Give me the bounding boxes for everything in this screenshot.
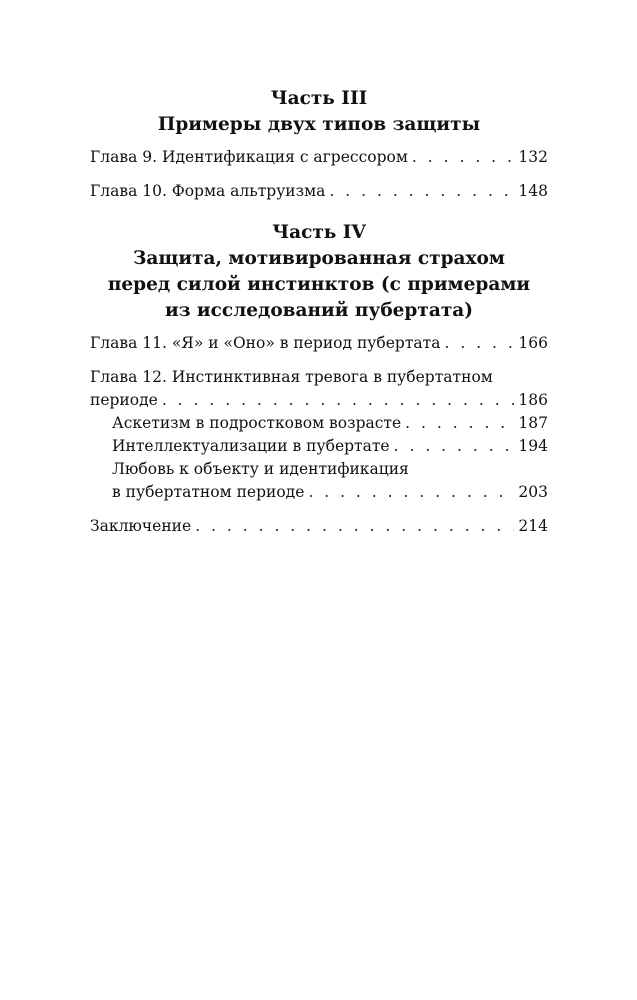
toc-entry-asceticism[interactable] — [90, 412, 548, 435]
toc-entry-conclusion[interactable] — [90, 515, 548, 538]
dot-leader — [444, 332, 514, 355]
entry-page: 186 — [518, 391, 548, 409]
dot-leader — [329, 180, 514, 203]
entry-page: 194 — [518, 437, 548, 455]
toc-entry-object-love[interactable] — [90, 458, 548, 504]
part-label: Часть III — [270, 88, 368, 109]
entry-title: Глава 10. Форма альтруизма — [90, 182, 326, 200]
entry-page: 187 — [518, 414, 548, 432]
dot-leader — [308, 481, 514, 504]
dot-leader — [405, 412, 514, 435]
entry-page: 132 — [518, 148, 548, 166]
entry-title-line: Любовь к объекту и идентификация — [112, 460, 409, 478]
part-heading — [90, 86, 548, 138]
entry-page: 166 — [518, 334, 548, 352]
part-label: Часть IV — [272, 222, 366, 243]
entry-title: Интеллектуализации в пубертате — [112, 437, 390, 455]
dot-leader — [162, 389, 515, 412]
entry-page: 203 — [518, 483, 548, 501]
entry-title-line: Глава 12. Инстинктивная тревога в пубертатном — [90, 368, 493, 386]
entry-title-line: периоде — [90, 391, 158, 409]
entry-page: 148 — [518, 182, 548, 200]
part-title: Примеры двух типов защиты — [157, 114, 481, 135]
dot-leader — [412, 146, 515, 169]
dot-leader — [394, 435, 515, 458]
toc-entry-intellectualization[interactable] — [90, 435, 548, 458]
entry-title: Заключение — [90, 517, 192, 535]
table-of-contents — [90, 86, 548, 538]
part-title-line: из исследований пубертата) — [164, 300, 474, 321]
entry-title: Аскетизм в подростковом возрасте — [112, 414, 402, 432]
toc-entry-chapter-10[interactable] — [90, 180, 548, 203]
entry-title: Глава 9. Идентификация с агрессором — [90, 148, 408, 166]
toc-entry-chapter-9[interactable] — [90, 146, 548, 169]
part-title-line: Защита, мотивированная страхом — [133, 248, 505, 269]
part-title-line: перед силой инстинктов (с примерами — [107, 274, 531, 295]
entry-page: 214 — [518, 517, 548, 535]
entry-title-line: в пубертатном периоде — [112, 483, 305, 501]
toc-entry-chapter-12[interactable] — [90, 366, 548, 412]
dot-leader — [195, 515, 514, 538]
toc-entry-chapter-11[interactable] — [90, 332, 548, 355]
part-heading — [90, 220, 548, 324]
entry-title: Глава 11. «Я» и «Оно» в период пубертата — [90, 334, 441, 352]
